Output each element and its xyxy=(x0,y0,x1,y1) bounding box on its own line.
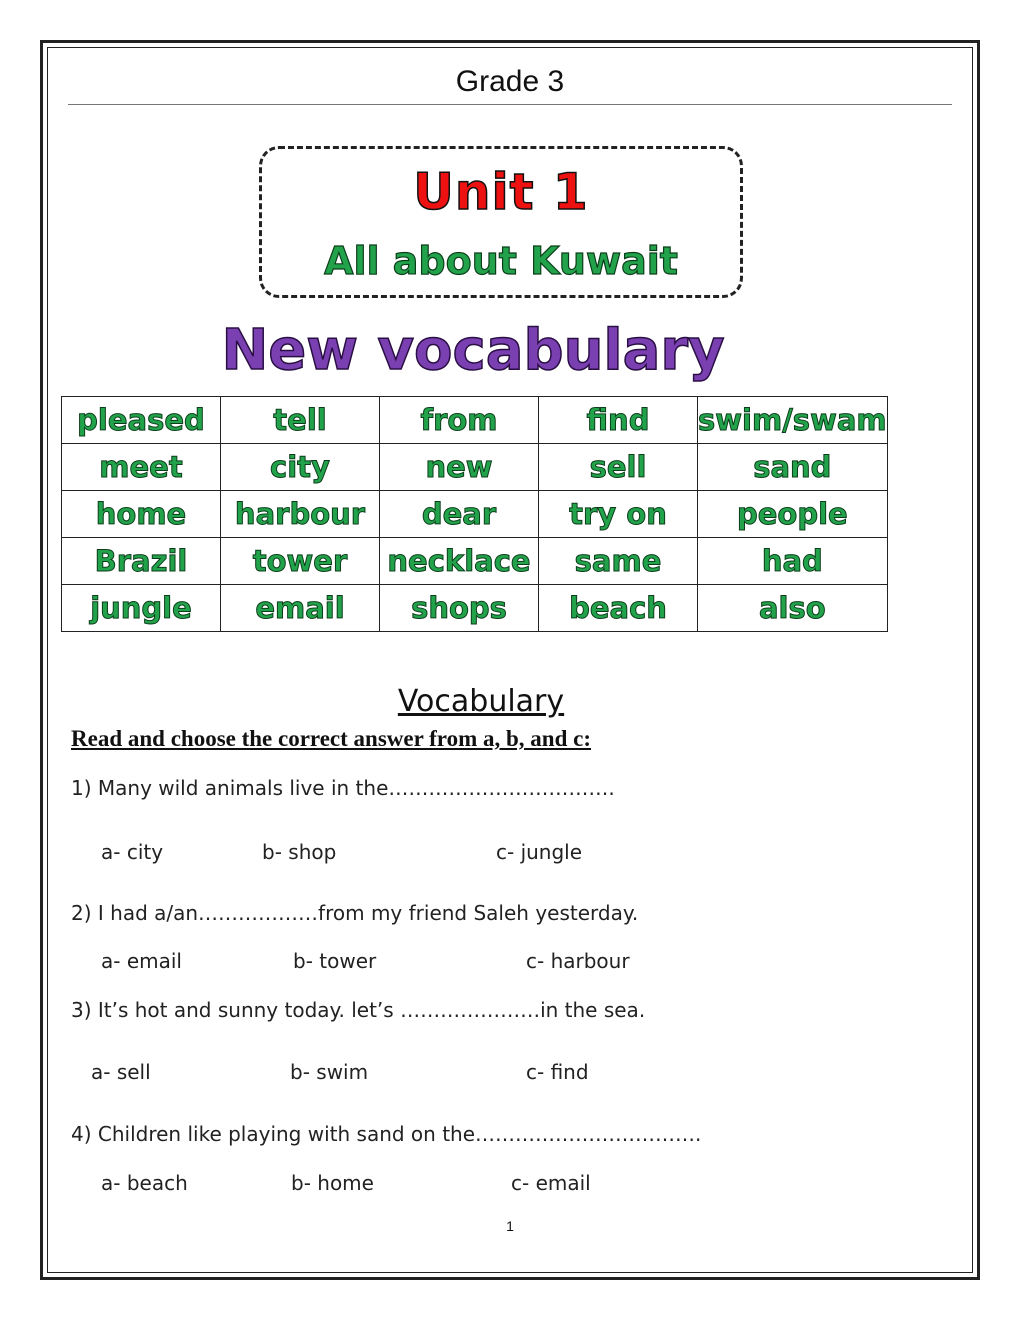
vocab-word: dear xyxy=(380,491,539,538)
question-4: 4) Children like playing with sand on the……………………………. xyxy=(71,1122,702,1146)
vocab-word: email xyxy=(221,585,380,632)
vocab-word: shops xyxy=(380,585,539,632)
question-1: 1) Many wild animals live in the……………………………. xyxy=(71,776,615,800)
vocab-word: sand xyxy=(698,444,888,491)
vocab-word: jungle xyxy=(62,585,221,632)
vocab-word: pleased xyxy=(62,397,221,444)
q3-option-a[interactable]: a- sell xyxy=(91,1060,151,1084)
page-number: 1 xyxy=(506,1218,514,1234)
grade-header: Grade 3 xyxy=(68,62,952,105)
q2-option-a[interactable]: a- email xyxy=(101,949,182,973)
vocab-word: home xyxy=(62,491,221,538)
vocab-word: necklace xyxy=(380,538,539,585)
table-row xyxy=(62,491,888,538)
vocab-word: beach xyxy=(539,585,698,632)
q1-option-a[interactable]: a- city xyxy=(101,840,164,864)
vocab-word: find xyxy=(539,397,698,444)
q3-option-c[interactable]: c- find xyxy=(526,1060,589,1084)
q2-option-b[interactable]: b- tower xyxy=(293,949,377,973)
exercise-title: Vocabulary xyxy=(397,684,565,719)
vocab-word: swim/swam xyxy=(698,397,888,444)
vocab-word: people xyxy=(698,491,888,538)
q4-option-c[interactable]: c- email xyxy=(511,1171,591,1195)
unit-subtitle: All about Kuwait xyxy=(324,239,678,283)
vocab-word: tell xyxy=(221,397,380,444)
vocab-word: same xyxy=(539,538,698,585)
vocab-word: had xyxy=(698,538,888,585)
question-2: 2) I had a/an………………from my friend Saleh yesterday. xyxy=(71,901,639,925)
table-row xyxy=(62,397,888,444)
new-vocabulary-heading: New vocabulary xyxy=(221,318,725,383)
q4-option-b[interactable]: b- home xyxy=(291,1171,374,1195)
vocab-word: harbour xyxy=(221,491,380,538)
q4-option-a[interactable]: a- beach xyxy=(101,1171,188,1195)
vocab-word: meet xyxy=(62,444,221,491)
vocab-word: from xyxy=(380,397,539,444)
vocab-word: tower xyxy=(221,538,380,585)
table-row xyxy=(62,538,888,585)
q1-option-c[interactable]: c- jungle xyxy=(496,840,583,864)
vocab-word: Brazil xyxy=(62,538,221,585)
exercise-instruction: Read and choose the correct answer from a, b, and c: xyxy=(71,726,592,751)
q3-option-b[interactable]: b- swim xyxy=(290,1060,369,1084)
unit-box xyxy=(259,146,743,298)
question-3: 3) It’s hot and sunny today. let’s …………………in the sea. xyxy=(71,998,646,1022)
vocabulary-table xyxy=(61,396,888,632)
vocab-word: city xyxy=(221,444,380,491)
vocab-word: new xyxy=(380,444,539,491)
table-row xyxy=(62,585,888,632)
q2-option-c[interactable]: c- harbour xyxy=(526,949,630,973)
unit-title: Unit 1 xyxy=(413,163,589,221)
vocab-word: also xyxy=(698,585,888,632)
table-row xyxy=(62,444,888,491)
vocab-word: try on xyxy=(539,491,698,538)
vocab-word: sell xyxy=(539,444,698,491)
q1-option-b[interactable]: b- shop xyxy=(262,840,337,864)
